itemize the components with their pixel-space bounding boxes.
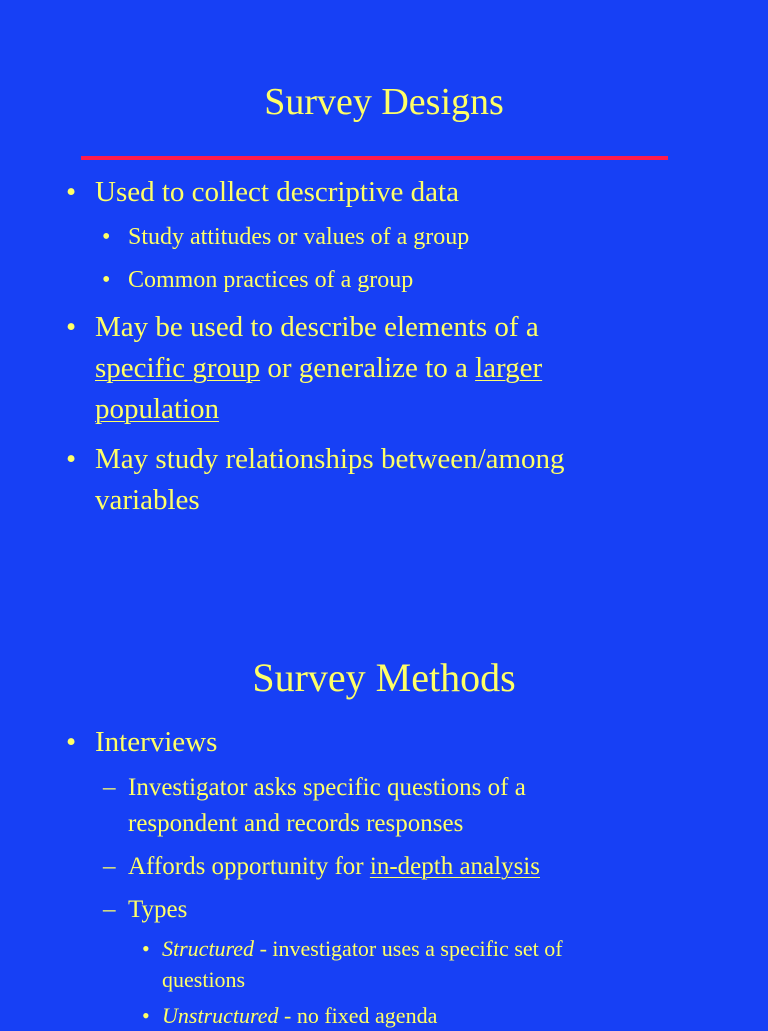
bullet-marker: • xyxy=(102,224,111,250)
dash-text-line-1: Investigator asks specific questions of a xyxy=(128,774,526,801)
bullet-marker: • xyxy=(142,936,150,961)
bullet-text: Interviews xyxy=(95,726,218,758)
title-underline-rule xyxy=(81,156,668,160)
dash-text: Types xyxy=(128,896,188,923)
dash-text-prefix: Affords opportunity for xyxy=(128,853,370,880)
bullet-text: Common practices of a group xyxy=(128,267,414,293)
bullet-text xyxy=(162,1000,437,1031)
term-structured: Structured xyxy=(162,936,255,961)
bullet-text-middle: or generalize to a xyxy=(260,352,476,384)
bullet-marker: • xyxy=(66,726,77,758)
dash-text xyxy=(128,849,540,885)
bullet-text-line-1: May be used to describe elements of a xyxy=(95,311,539,343)
term-unstructured: Unstructured xyxy=(162,1003,279,1028)
dash-text-line-2: respondent and records responses xyxy=(128,810,464,837)
bullet-marker: • xyxy=(66,443,77,475)
term-description: - investigator uses a specific set of xyxy=(254,936,563,961)
bullet-text-line-1: May study relationships between/among xyxy=(95,443,565,475)
bullet-text: Study attitudes or values of a group xyxy=(128,224,470,250)
larger-population-link[interactable]: larger xyxy=(475,352,543,384)
bullet-text-line-2 xyxy=(95,348,542,389)
dash-marker: – xyxy=(103,853,116,880)
slide-title: Survey Methods xyxy=(252,655,516,700)
specific-group-link[interactable]: specific group xyxy=(95,352,261,384)
bullet-marker: • xyxy=(66,176,77,208)
slide-title: Survey Designs xyxy=(264,81,504,123)
bullet-text: Used to collect descriptive data xyxy=(95,176,459,208)
dash-marker: – xyxy=(103,774,116,801)
bullet-marker: • xyxy=(102,267,111,293)
bullet-marker: • xyxy=(66,311,77,343)
bullet-text-line-2: questions xyxy=(162,967,246,992)
bullet-marker: • xyxy=(142,1003,150,1028)
term-description: - no fixed agenda xyxy=(278,1003,438,1028)
population-link[interactable]: population xyxy=(95,393,220,425)
bullet-text-line-1 xyxy=(162,933,563,964)
bullet-text-line-2: variables xyxy=(95,484,200,516)
slide-survey-methods xyxy=(0,560,768,1028)
dash-marker: – xyxy=(103,896,116,923)
in-depth-analysis-link[interactable]: in-depth analysis xyxy=(369,853,540,880)
